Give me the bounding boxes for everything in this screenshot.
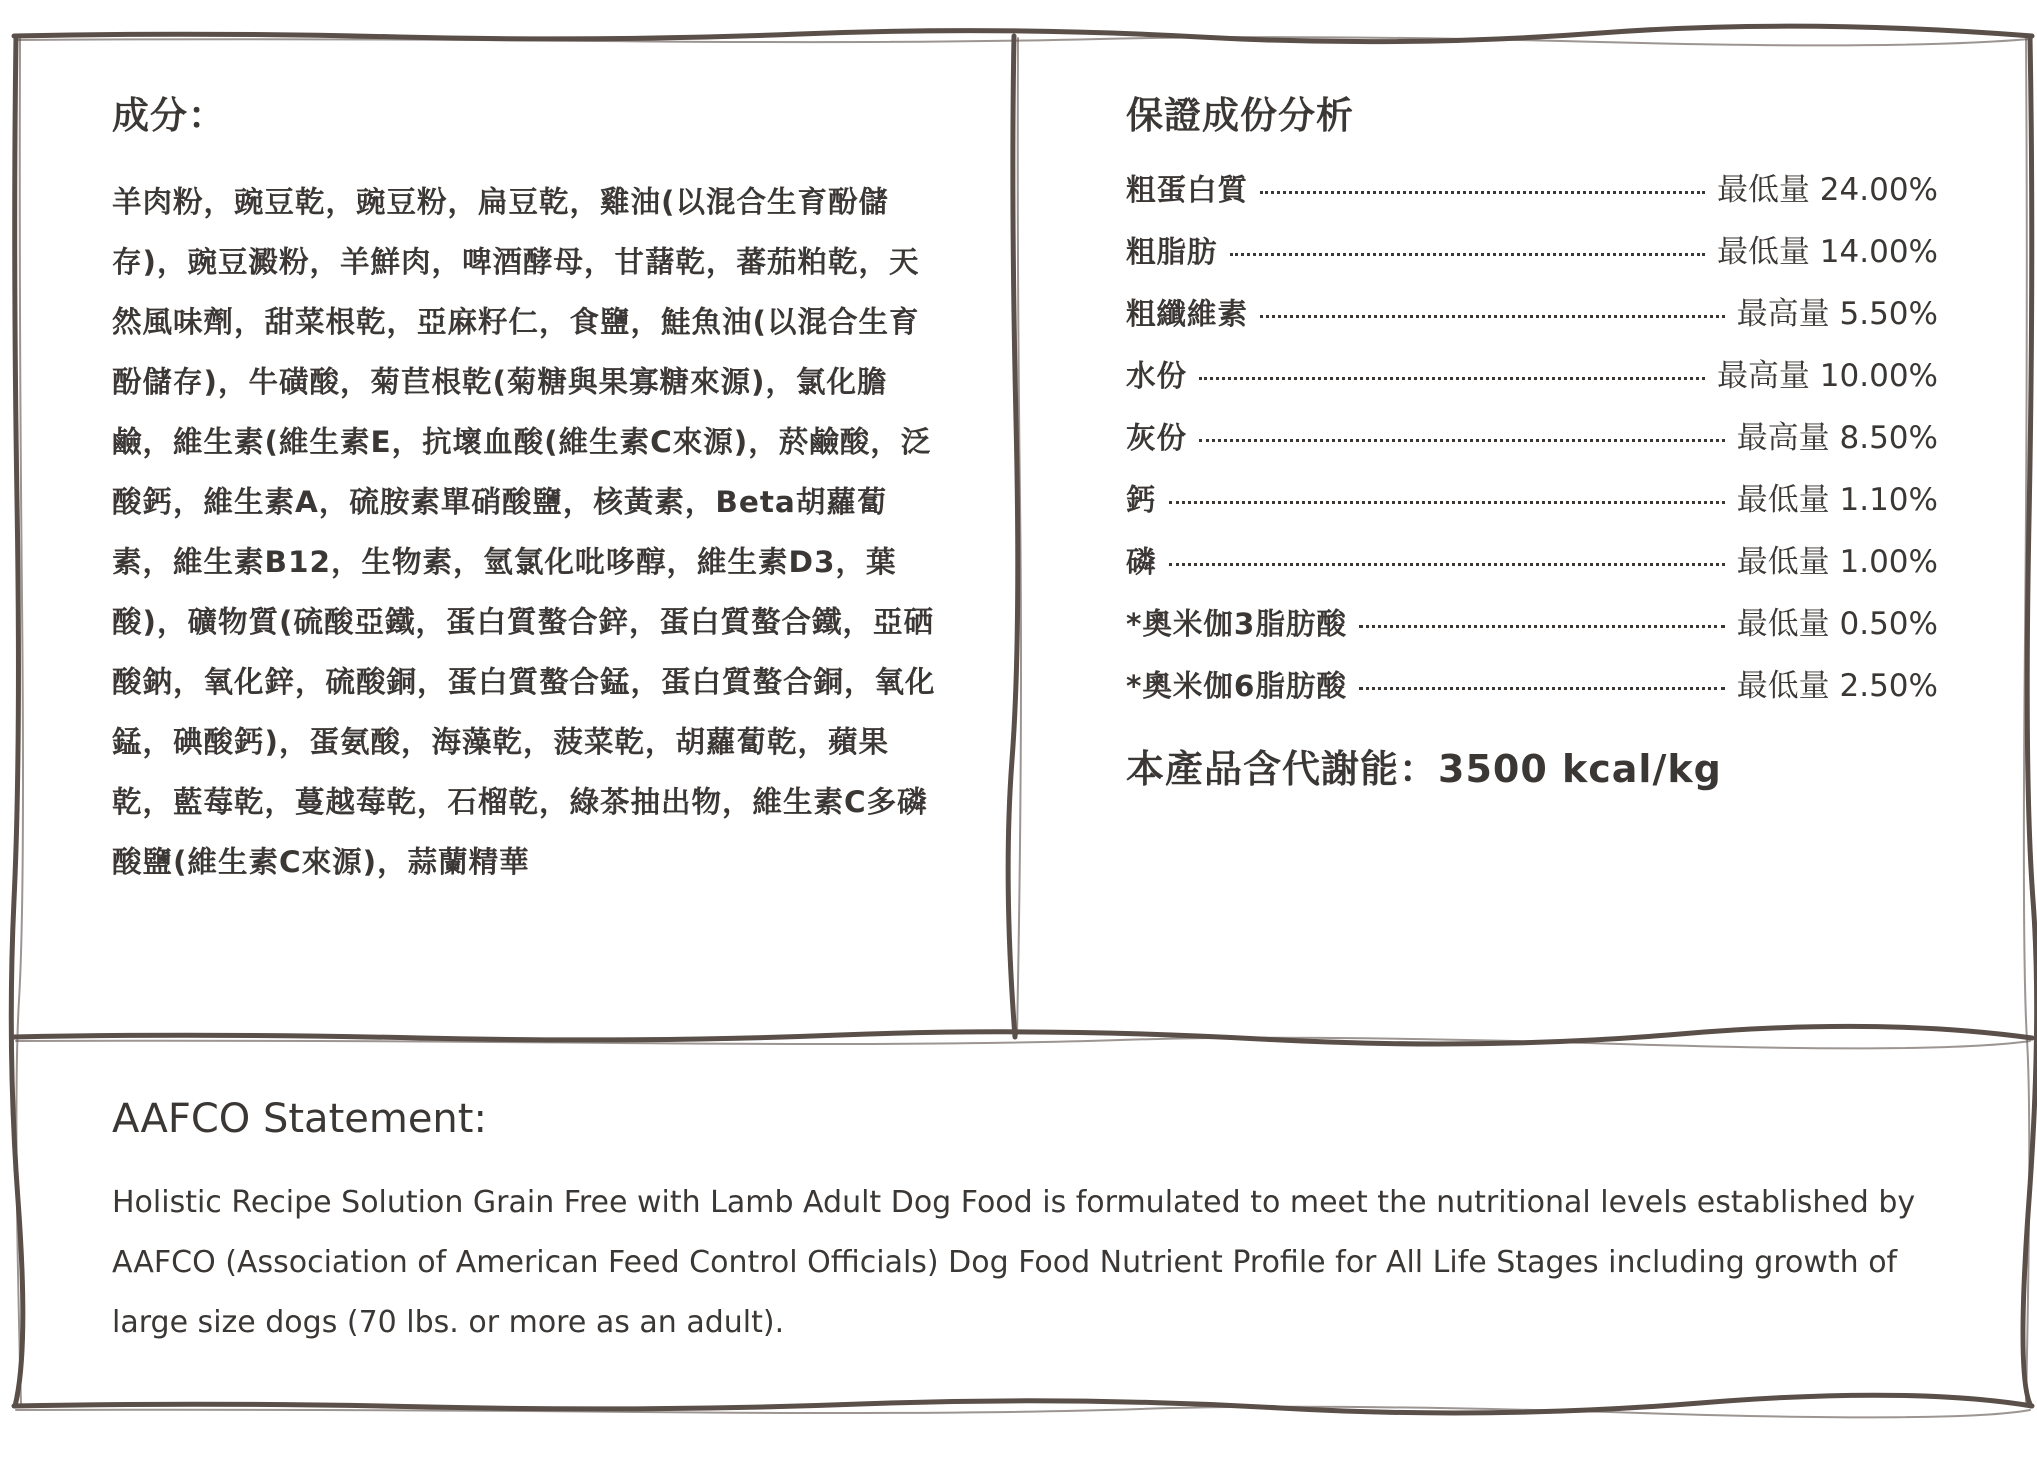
dotted-leader bbox=[1260, 315, 1725, 318]
analysis-value: 最低量 2.50% bbox=[1736, 668, 1938, 704]
analysis-value: 最低量 14.00% bbox=[1716, 234, 1938, 270]
analysis-name: 粗纖維素 bbox=[1126, 297, 1249, 331]
dotted-leader bbox=[1230, 253, 1705, 256]
dotted-leader bbox=[1199, 439, 1725, 442]
analysis-name: *奧米伽6脂肪酸 bbox=[1126, 669, 1347, 703]
ingredients-heading: 成分： bbox=[112, 94, 226, 137]
analysis-name: *奧米伽3脂肪酸 bbox=[1126, 607, 1347, 641]
ingredients-list-text: 羊肉粉，豌豆乾，豌豆粉，扁豆乾，雞油(以混合生育酚儲存)，豌豆澱粉，羊鮮肉，啤酒酵母，甘藷乾，蕃茄粕乾，天然風味劑，甜菜根乾，亞麻籽仁，食鹽，鮭魚油(以混合生育酚儲存)，牛磺酸，菊苣根乾(菊糖與果寡糖來源)，氯化膽鹼，維生素(維生素E，抗壞血酸(維生素C來源)，菸鹼酸，泛酸鈣，維生素A，硫胺素單硝酸鹽，核黃素，Beta胡蘿蔔素，維生素B12，生物素，氫氯化吡哆醇，維生素D3，葉酸)，礦物質(硫酸亞鐵，蛋白質螯合鋅，蛋白質螯合鐵，亞硒酸鈉，氧化鋅，硫酸銅，蛋白質螯合錳，蛋白質螯合銅，氧化錳，碘酸鈣)，蛋氨酸，海藻乾，菠菜乾，胡蘿蔔乾，蘋果乾，藍莓乾，蔓越莓乾，石榴乾，綠茶抽出物，維生素C多磷酸鹽(維生素C來源)，蒜蘭精華 bbox=[112, 185, 936, 879]
analysis-row bbox=[1126, 164, 1938, 226]
aafco-heading: AAFCO Statement: bbox=[112, 1096, 487, 1142]
analysis-name: 水份 bbox=[1126, 359, 1188, 393]
guaranteed-analysis-panel bbox=[1126, 90, 1938, 793]
dotted-leader bbox=[1169, 501, 1725, 504]
analysis-row bbox=[1126, 350, 1938, 412]
dotted-leader bbox=[1169, 563, 1725, 566]
aafco-statement-text: Holistic Recipe Solution Grain Free with Lamb Adult Dog Food is formulated to meet the nutritional levels established by AAFCO (Association of American Feed Control Officials) Dog Food Nutrient Profile for All Life Stages including growth of large size dogs (70 lbs. or more as an adult). bbox=[112, 1185, 1916, 1340]
analysis-name: 磷 bbox=[1126, 545, 1157, 579]
analysis-row bbox=[1126, 598, 1938, 660]
analysis-value: 最低量 1.00% bbox=[1736, 544, 1938, 580]
analysis-row bbox=[1126, 474, 1938, 536]
aafco-statement-panel bbox=[112, 1093, 1942, 1353]
analysis-heading: 保證成份分析 bbox=[1126, 94, 1354, 137]
analysis-list bbox=[1126, 164, 1938, 722]
analysis-value: 最低量 1.10% bbox=[1736, 482, 1938, 518]
analysis-value: 最高量 10.00% bbox=[1716, 358, 1938, 394]
analysis-name: 粗脂肪 bbox=[1126, 235, 1218, 269]
metabolizable-energy: 本產品含代謝能：3500 kcal/kg bbox=[1126, 747, 1722, 791]
dotted-leader bbox=[1199, 377, 1705, 380]
dotted-leader bbox=[1260, 191, 1705, 194]
dotted-leader bbox=[1359, 625, 1725, 628]
analysis-value: 最低量 24.00% bbox=[1716, 172, 1938, 208]
analysis-name: 粗蛋白質 bbox=[1126, 173, 1249, 207]
analysis-row bbox=[1126, 660, 1938, 722]
analysis-value: 最高量 8.50% bbox=[1736, 420, 1938, 456]
analysis-row bbox=[1126, 226, 1938, 288]
analysis-row bbox=[1126, 288, 1938, 350]
analysis-name: 鈣 bbox=[1126, 483, 1157, 517]
analysis-name: 灰份 bbox=[1126, 421, 1188, 455]
analysis-value: 最高量 5.50% bbox=[1736, 296, 1938, 332]
dotted-leader bbox=[1359, 687, 1725, 690]
analysis-row bbox=[1126, 536, 1938, 598]
analysis-row bbox=[1126, 412, 1938, 474]
analysis-value: 最低量 0.50% bbox=[1736, 606, 1938, 642]
ingredients-panel bbox=[112, 90, 942, 892]
